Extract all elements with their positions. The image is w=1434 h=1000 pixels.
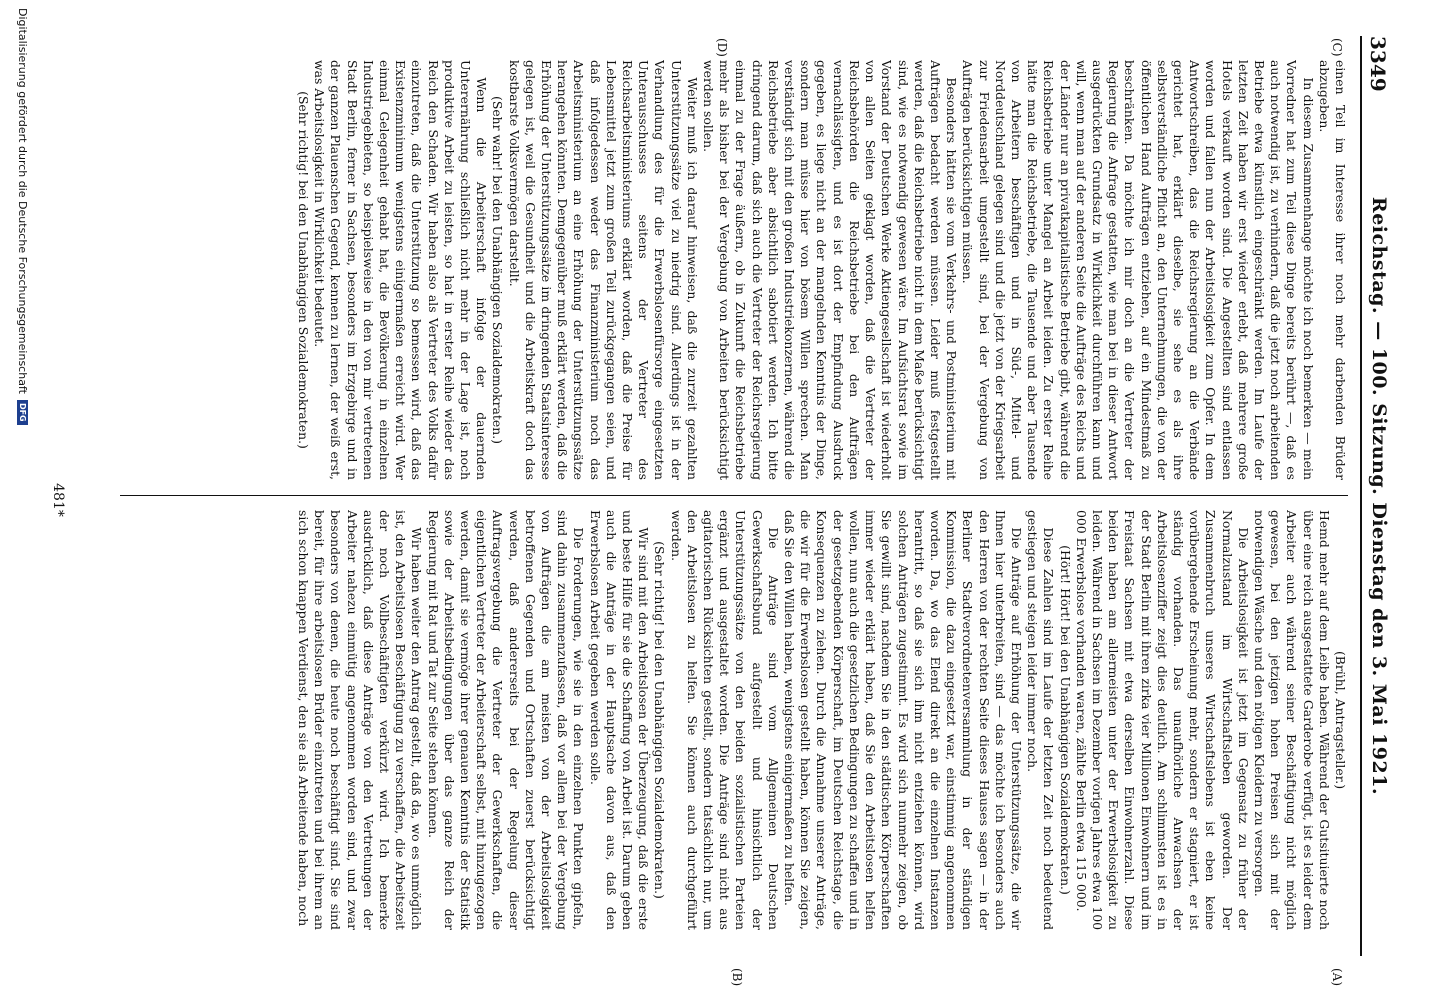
left-column bbox=[118, 60, 1348, 480]
interjection: (Hört! Hört! bei den Unabhängigen Sozialdemokraten.) bbox=[1057, 545, 1073, 895]
column-divider bbox=[120, 495, 1348, 496]
credit-text: Digitalisierung gefördert durch die Deutsche Forschungsgemeinschaft bbox=[16, 8, 29, 394]
paragraph: Wir sind mit den Arbeitslosen der Überzeugung, daß die erste und beste Hilfe für sie die Schaffung von Arbeit ist. Darum geben auch die Anträge in der Hauptsache davon aus, daß den Erwerbslosen Arbeit gegeben werden solle. bbox=[587, 510, 652, 930]
paragraph: Besonders hätten sie vom Verkehrs- und Postministerium mit Aufträgen bedacht werden müssen. Leider muß festgestellt werden, daß die Reichsbetriebe nicht in dem Maße berücksichtigt sind, wie es notwendig gewesen wäre. Im Aufsichtsrat sowie im Vorstand der Deutschen Werke Aktiengesellschaft ist wiederholt von allen Seiten geklagt worden, daß die Vertreter der Reichsbehörden die Reichsbetriebe bei den Aufträgen vernachlässigten, und es ist dort der Empfindung Ausdruck gegeben, es liege nicht an der mangelnden Kenntnis der Dinge, sondern man müsse hier von bösem Willen sprechen. Man verständigt sich mit den großen Industriekonzernen, während die Reichsbetriebe aber absichtlich sabotiert werden. Ich bitte dringend darum, daß sich auch die Vertreter der Reichsregierung einmal zu der Frage äußern, ob in Zukunft die Reichsbetriebe mehr als bisher bei der Vergebung von Arbeiten berücksichtigt werden sollen. bbox=[701, 60, 960, 480]
margin-letter-d: (D) bbox=[715, 38, 729, 57]
interjection: (Sehr richtig! bei den Unabhängigen Sozialdemokraten.) bbox=[652, 541, 668, 899]
paragraph: Wenn die Arbeiterschaft infolge der dauernden Unterernährung schließlich nicht mehr in der Lage ist, noch produktive Arbeit zu leisten, so hat in erster Reihe wieder das Reich den Schaden. Wir haben also als Vertreter des Volks dafür einzutreten, daß die Unterstützung so bemessen wird, daß das Existenzminimum wenigstens einigermaßen erreicht wird. Wer einmal Gelegenheit gehabt hat, die Bevölkerung in einzelnen Industriegebieten, so beispielsweise in den von mir vertretenen Stadt Berlin, ferner in Sachsen, besonders im Erzgebirge und in der ganzen Plauenschen Gegend, kennen zu lernen, der weiß erst, was Arbeitslosigkeit in Wirklichkeit bedeutet. bbox=[312, 60, 490, 480]
paragraph: In diesem Zusammenhange möchte ich noch bemerken — mein Vorredner hat zum Teil diese Dinge bereits berührt —, daß es auch notwendig ist, zu verhindern, daß die jetzt noch arbeitenden Betriebe etwa künstlich eingeschränkt werden. Im Laufe der letzten Zeit haben wir erst wieder erlebt, daß mehrere große Hotels verkauft worden sind. Die Angestellten sind entlassen worden und fallen nun der Arbeitslosigkeit zum Opfer. In dem Antwortschreiben, das die Reichsregierung an die Verbände gerichtet hat, erklärt dieselbe, sie sehe es als ihre selbstverständliche Pflicht an, den Unternehmungen, die von der öffentlichen Hand Aufträgen entziehen, auf ein Mindestmaß zu beschränken. Da möchte ich mir doch an die Vertreter der Regierung die Anfrage gestatten, wie man bei in dieser Antwort ausgedrückten Grundsatz in Wirklichkeit durchführen kann und will, wenn man auf der anderen Seite die Aufträge des Reichs und der Länder nur an privatkapitalistische Betriebe gibt, während die Reichsbetriebe unter Mangel an Arbeit leiden. Zu erster Reihe hätte man die Reichsbetriebe, die Tausende und aber Tausende von Arbeitern beschäftigen und in Süd-, Mittel- und Norddeutschland gelegen sind und die jetzt von der Kriegsarbeit zur Friedensarbeit umgestellt sind, bei der Vergebung von Aufträgen berücksichtigen müssen. bbox=[960, 60, 1316, 480]
margin-letter-b: (B) bbox=[730, 968, 744, 987]
page-number: 3349 bbox=[1366, 36, 1390, 92]
margin-letter-a: (A) bbox=[1330, 968, 1344, 987]
right-column bbox=[118, 510, 1348, 930]
paragraph: Diese Zahlen sind im Laufe der letzten Zeit noch bedeutend gestiegen und steigen leider immer noch. bbox=[1025, 510, 1057, 930]
page-signature: 481* bbox=[50, 483, 66, 517]
paragraph: Die Anträge auf Erhöhung der Unterstützungssätze, die wir Ihnen hier unterbreiten, sind — das möchte ich besonders auch den Herren von der rechten Seite dieses Hauses sagen — in der Berliner Stadtverordnetenversammlung in der ständigen Kommission, die dazu eingesetzt war, einstimmig angenommen worden. Da, wo das Elend direkt an die einzelnen Instanzen herantritt, so daß sie sich ihm nicht entziehen können, wird solchen Anträgen zugestimmt. Es wird sich nunmehr zeigen, ob Sie gewillt sind, nachdem Sie in den städtischen Körperschaften immer wieder erklärt haben, daß Sie den Arbeitslosen helfen wollen, nun auch die gesetzlichen Bedingungen zu schaffen und in der gesetzgebenden Körperschaft, im Deutschen Reichstage, die Konsequenzen zu ziehen. Durch die Annahme unserer Anträge, die wir für die Erwerbslosen gestellt haben, können Sie zeigen, daß Sie den Willen haben, wenigstens einigermaßen zu helfen. bbox=[782, 510, 1024, 930]
margin-letter-c: (C) bbox=[1330, 38, 1344, 57]
paragraph: Die Forderungen, wie sie in den einzelnen Punkten gipfeln, sind dahin zusammenzufassen, daß vor allem bei der Vergebung von Aufträgen die am meisten von der Arbeitslosigkeit betroffenen Gegenden und Ortschaften zuerst berücksichtigt werden, daß andererseits bei der Regelung dieser Auftragsvergebung die Vertreter der Gewerkschaften, die eigentlichen Vertreter der Arbeiterschaft selbst, mit hinzugezogen werden, damit sie vermöge ihrer genauen Kenntnis der Statistik sowie der Arbeitsbedingungen über das ganze Reich der Regierung mit Rat und Tat zur Seite stehen können. bbox=[425, 510, 587, 930]
interjection: (Sehr richtig! bei den Unabhängigen Sozialdemokraten.) bbox=[296, 91, 311, 449]
digitization-credit bbox=[16, 8, 29, 425]
paragraph: Wir haben weiter den Antrag gestellt, daß da, wo es unmöglich ist, den Arbeitslosen Beschäftigung zu verschaffen, die Arbeitszeit der noch Vollbeschäftigten verkürzt wird. Ich bemerke ausdrücklich, daß diese Anträge von den Vertretungen der Arbeiter nahezu einmütig angenommen worden sind, und zwar besonders von denen, die heute noch beschäftigt sind. Sie sind bereit, für ihre arbeitslosen Brüder einzutreten und bei ihrem an sich schon knappen Verdienst, den sie als Arbeitende haben, noch bbox=[296, 510, 425, 930]
paragraph: einen Teil im Interesse ihrer noch mehr darbenden Brüder abzugeben. bbox=[1316, 60, 1348, 480]
paragraph: Hemd mehr auf dem Leibe haben. Während der Gutsituierte noch über eine reich ausgestattete Garderobe verfügt, ist es leider dem Arbeiter auch während seiner Beschäftigung nicht möglich gewesen, bei den jetzigen hohen Preisen sich mit der notwendigen Wäsche und den nötigen Kleidern zu versorgen. bbox=[1251, 510, 1332, 930]
speaker-label: (Brühl, Antragsteller.) bbox=[1333, 650, 1348, 790]
running-title: Reichstag. — 100. Sitzung. Dienstag den 3. Mai 1921. bbox=[1368, 196, 1390, 796]
interjection: (Sehr wahr! bei den Unabhängigen Sozialdemokraten.) bbox=[490, 96, 506, 444]
paragraph: Weiter muß ich darauf hinweisen, daß die zurzeit gezahlten Unterstützungssätze viel zu niedrig sind. Allerdings ist in der Verhandlung des für die Erwerbslosenfürsorge eingesetzten Unterausschusses seitens der Vertreter des Reichsarbeitsministeriums erklärt worden, daß die Preise für Lebensmittel jetzt zum großen Teil zurückgegangen seien, und daß infolgedessen weder das Finanzministerium noch das Arbeitsministerium an eine Erhöhung der Unterstützungssätze herangehen könnten. Demgegenüber muß erklärt werden, daß die Erhöhung der Unterstützungssätze im dringenden Staatsinteresse gelegen ist, weil die Gesundheit und die Arbeitskraft doch das kostbarste Volksvermögen darstellt. bbox=[506, 60, 700, 480]
dfg-logo: DFG bbox=[17, 400, 28, 425]
paragraph: Die Anträge sind vom Allgemeinen Deutschen Gewerkschaftsbund aufgestellt und hinsichtlich der Unterstützungssätze von den beiden sozialistischen Parteien ergänzt und ausgestaltet worden. Die Anträge sind nicht aus agitatorischen Rücksichten gestellt, sondern tatsächlich nur, um den Arbeitslosen zu helfen. Sie können auch durchgeführt werden. bbox=[668, 510, 781, 930]
page-header bbox=[1360, 36, 1392, 956]
paragraph: Die Arbeitslosigkeit ist jetzt im Gegensatz zu früher der Normalzustand im Wirtschaftsleben geworden. Der Zusammenbruch unseres Wirtschaftslebens ist eben keine vorübergehende Erscheinung mehr, sondern er stagniert, er ist ständig vorhanden. Das unaufhörliche Anwachsen der Arbeitslosenziffer zeigt dies deutlich. Am schlimmsten ist es in der Stadt Berlin mit ihren zirka vier Millionen Einwohnern und im Freistaat Sachsen mit etwa derselben Einwohnerzahl. Diese beiden haben am allermeisten unter der Erwerbslosigkeit zu leiden. Während in Sachsen im Dezember vorigen Jahres etwa 100 000 Erwerbslose vorhanden waren, zählte Berlin etwa 115 000. bbox=[1073, 510, 1251, 930]
